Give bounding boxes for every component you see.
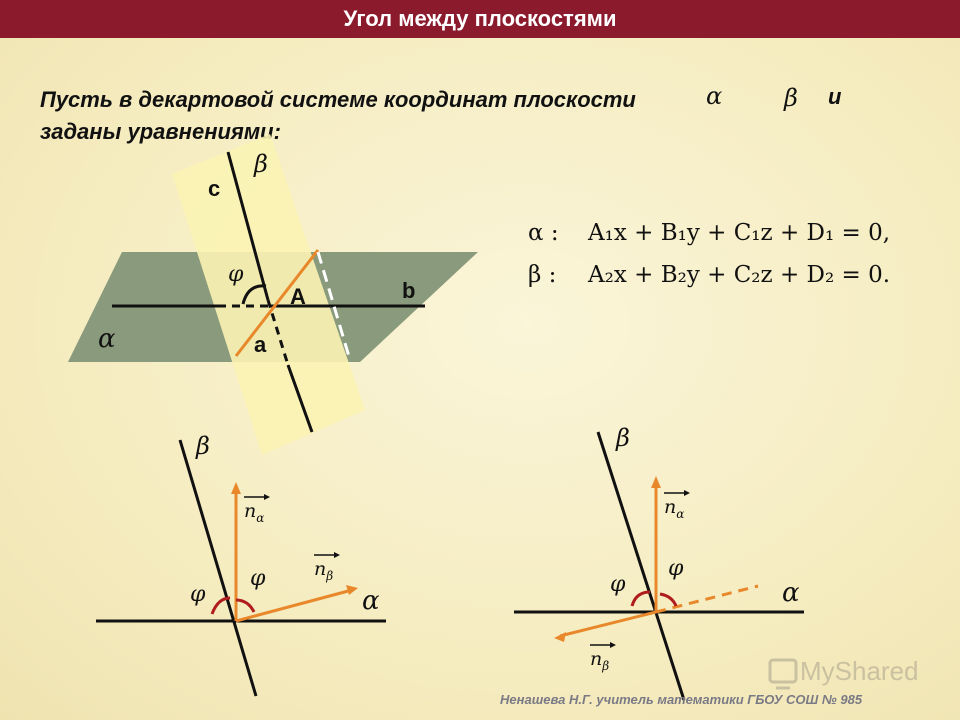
angle-arc-right-1 bbox=[632, 592, 650, 606]
vector-n-alpha-right-head bbox=[651, 476, 661, 488]
line-a-label: a bbox=[254, 332, 267, 357]
line-b-label: b bbox=[402, 278, 416, 303]
intro-and-word: и bbox=[828, 84, 842, 109]
angle-arc-left-2 bbox=[236, 600, 254, 612]
bl-alpha-label: α bbox=[362, 586, 380, 616]
logo-mark bbox=[770, 660, 796, 688]
author-credit: Ненашева Н.Г. учитель математики ГБОУ СОШ № 985 bbox=[500, 692, 863, 707]
intro-alpha-symbol: α bbox=[706, 82, 723, 110]
br-n-alpha-label: $n_\alpha$ bbox=[664, 496, 684, 521]
line-c-label: c bbox=[208, 176, 221, 201]
top-phi-label: φ bbox=[228, 262, 244, 287]
beta-equation: A₂x + B₂y + C₂z + D₂ = 0. bbox=[588, 262, 891, 288]
intro-line-2: заданы уравнениями: bbox=[40, 119, 281, 144]
br-beta-label: β bbox=[616, 424, 630, 452]
bl-phi-label-2: φ bbox=[250, 566, 266, 591]
top-beta-label: β bbox=[254, 150, 268, 178]
bl-n-beta-label: $n_\beta$ bbox=[314, 558, 333, 583]
myshared-logo: MyShared bbox=[800, 656, 919, 686]
br-alpha-label: α bbox=[782, 578, 800, 608]
slide-title: Угол между плоскостями bbox=[0, 0, 960, 38]
bl-phi-label-1: φ bbox=[190, 582, 206, 607]
intro-beta-symbol: β bbox=[784, 84, 798, 112]
bl-beta-label: β bbox=[196, 432, 210, 460]
angle-arc-right-2 bbox=[660, 594, 676, 606]
intro-line-1: Пусть в декартовой системе координат плоскости bbox=[40, 87, 636, 112]
vector-n-beta-right-head bbox=[554, 632, 566, 642]
vector-n-beta-right bbox=[560, 612, 656, 636]
vector-n-alpha-left-head bbox=[231, 482, 241, 494]
alpha-eq-label: α : bbox=[528, 220, 559, 246]
top-figure bbox=[68, 134, 478, 455]
br-phi-label-1: φ bbox=[610, 572, 626, 597]
beta-eq-label: β : bbox=[528, 262, 557, 288]
vector-n-beta-left-head bbox=[346, 585, 358, 595]
br-n-beta-label: $n_\beta$ bbox=[590, 648, 609, 673]
vector-n-beta-left bbox=[236, 590, 352, 621]
alpha-equation: A₁x + B₁y + C₁z + D₁ = 0, bbox=[588, 220, 891, 246]
top-alpha-label: α bbox=[98, 324, 116, 354]
point-A-label: A bbox=[290, 284, 306, 309]
bottom-right-figure bbox=[514, 432, 804, 700]
plane-beta-line-left bbox=[180, 440, 256, 696]
bl-n-alpha-label: $n_\alpha$ bbox=[244, 500, 264, 525]
bottom-left-figure bbox=[96, 440, 386, 696]
br-phi-label-2: φ bbox=[668, 556, 684, 581]
